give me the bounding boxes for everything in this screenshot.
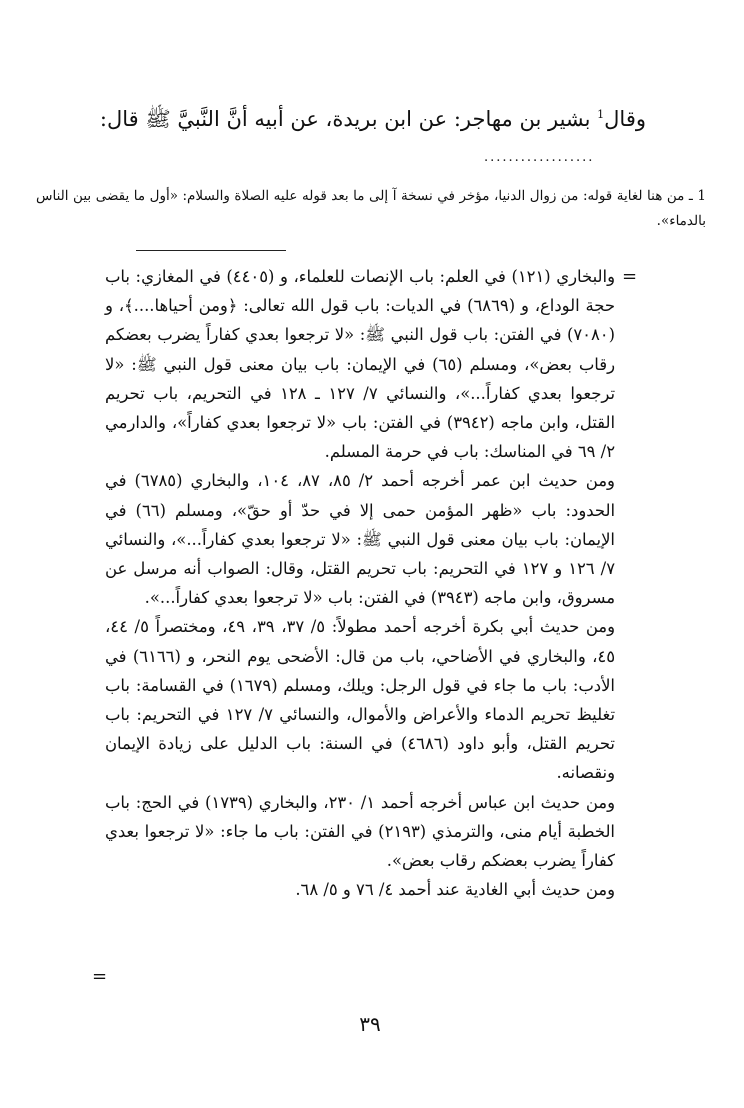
footnote-marker: 1 <box>597 108 605 121</box>
note-paragraph-1: والبخاري (١٢١) في العلم: باب الإنصات للعلماء، و (٤٤٠٥) في المغازي: باب حجة الوداع، و (٦٨٦٩) في الديات: باب قول الله تعالى: ﴿ومن أحياها....﴾، و (٧٠٨٠) في الفتن: باب قول النبي ﷺ: «لا ترجعوا بعدي كفاراً يضرب بعضكم رقاب بعض»، ومسلم (٦٥) في الإيمان: باب بيان معنى قول النبي ﷺ: «لا ترجعوا بعدي كفاراً...»، والنسائي ٧/ ١٢٧ ـ ١٢٨ في التحريم، باب تحريم القتل، وابن ماجه (٣٩٤٢) في الفتن: باب «لا ترجعوا بعدي كفاراً»، والدارمي ٢/ ٦٩ في المناسك: باب في حرمة المسلم. <box>105 267 616 462</box>
footnote-1: 1 ـ من هنا لغاية قوله: من زوال الدنيا، مؤخر في نسخة آ إلى ما بعد قوله عليه الصلاة والسلام: «أول ما يقضى بين الناس بالدماء». <box>36 188 706 229</box>
note-paragraph-2: ومن حديث ابن عمر أخرجه أحمد ٢/ ٨٥، ٨٧، ١٠٤، والبخاري (٦٧٨٥) في الحدود: باب «ظهر المؤمن حمى إلا في حدّ أو حقّ»، ومسلم (٦٦) في الإيمان: باب بيان معنى قول النبي ﷺ: «لا ترجعوا بعدي كفاراً...»، والنسائي ٧/ ١٢٦ و ١٢٧ في التحريم: باب تحريم القتل، وقال: الصواب أنه مرسل عن مسروق، وابن ماجه (٣٩٤٣) في الفتن: باب «لا ترجعوا بعدي كفاراً...». <box>105 471 615 608</box>
note-paragraph-3: ومن حديث أبي بكرة أخرجه أحمد مطولاً: ٥/ ٣٧، ٣٩، ٤٩، ومختصراً ٥/ ٤٤، ٤٥، والبخاري في الأضاحي، باب من قال: الأضحى يوم النحر، و (٦١٦٦) في الأدب: باب ما جاء في قول الرجل: ويلك، ومسلم (١٦٧٩) في القسامة: باب تغليظ تحريم الدماء والأعراض والأموال، والنسائي ٧/ ١٢٧ في التحريم: باب تحريم القتل، وأبو داود (٤٦٨٦) في السنة: باب الدليل على زيادة الإيمان ونقصانه. <box>105 617 616 783</box>
footnote-separator <box>136 250 286 251</box>
notes-section <box>105 262 615 904</box>
note-paragraph-4: ومن حديث ابن عباس أخرجه أحمد ١/ ٢٣٠، والبخاري (١٧٣٩) في الحج: باب الخطبة أيام منى، والترمذي (٢١٩٣) في الفتن: باب ما جاء: «لا ترجعوا بعدي كفاراً يضرب بعضكم رقاب بعض». <box>105 792 615 871</box>
note-paragraph-5: ومن حديث أبي الغادية عند أحمد ٤/ ٧٦ و ٥/ ٦٨. <box>295 880 615 900</box>
continuation-mark-top: = <box>622 266 638 287</box>
main-text-end: بشير بن مهاجر: عن ابن بريدة، عن أبيه أنَّ النَّبيَّ ﷺ قال: <box>99 107 598 131</box>
continuation-mark-bottom: = <box>92 966 108 987</box>
page-number: ٣٩ <box>359 1012 381 1036</box>
main-text-line <box>86 104 646 134</box>
main-text-start: وقال <box>604 107 646 131</box>
continuation-dots: .................. <box>484 150 595 164</box>
